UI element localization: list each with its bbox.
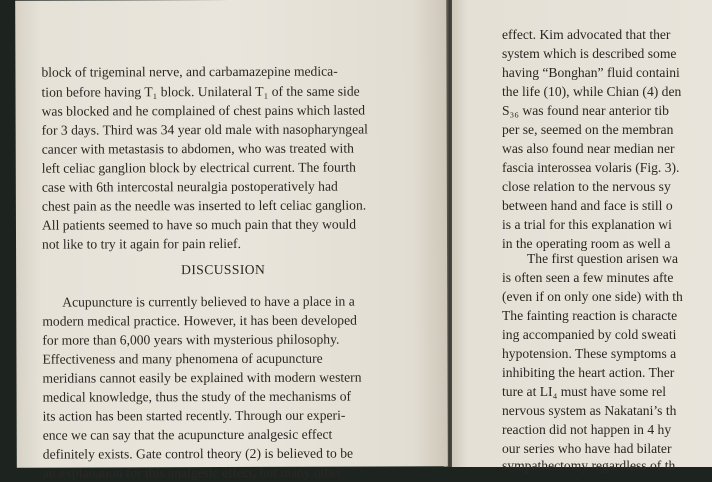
text-line: having “Bonghan” fluid containi — [502, 65, 680, 80]
text-line: tion before having T₁ block. Unilateral T₁ of the same side — [41, 83, 360, 100]
text-line: the life (10), while Chian (4) den — [502, 84, 682, 99]
text-line: The fainting reaction is characte — [502, 308, 678, 323]
text-line: in the operating room as well a — [502, 236, 671, 251]
text-line: Acupuncture is currently believed to have a place in a — [62, 293, 355, 310]
text-line: ture at LI₄ must have some rel — [502, 384, 667, 399]
text-line: was also found near median ner — [502, 141, 675, 156]
text-line: our series who have had bilater — [502, 441, 672, 456]
text-line: system which is described some — [502, 46, 677, 61]
text-line: left celiac ganglion block by electrical current. The fourth — [41, 159, 356, 176]
text-line: close relation to the nervous sy — [502, 179, 671, 194]
text-line: All patients seemed to have so much pain that they would — [41, 216, 357, 233]
text-line: for 3 days. Third was 34 year old male with nasopharyngeal — [41, 121, 368, 138]
text-line: reaction did not happen in 4 hy — [502, 422, 672, 437]
text-line: meridians cannot easily be explained with modern western — [42, 369, 362, 386]
text-line: hypotension. These symptoms a — [502, 346, 677, 361]
text-line: sympathectomy regardless of th — [502, 458, 676, 473]
text-line: between hand and face is still o — [502, 198, 673, 213]
text-line: not like to try it again for pain relief. — [42, 235, 241, 252]
text-line: Effectiveness and many phenomena of acupuncture — [42, 350, 323, 367]
right-page — [452, 0, 712, 473]
text-line: is a trial for this explanation wi — [502, 217, 672, 232]
text-line: (even if on only one side) with th — [502, 289, 683, 304]
text-line: S₃₆ was found near anterior tib — [502, 103, 669, 118]
text-line: inhibiting the heart action. Ther — [502, 365, 675, 380]
text-line: ence we can say that the acupuncture analgesic effect — [42, 426, 333, 443]
text-line: chest pain as the needle was inserted to left celiac ganglion. — [41, 197, 367, 214]
text-line: was blocked and he complained of chest pains which lasted — [41, 102, 366, 119]
text-line: for more than 6,000 years with mysterious philosophy. — [42, 331, 340, 348]
text-line: fascia interossea volaris (Fig. 3). — [502, 160, 680, 175]
text-line: per se, seemed on the membran — [502, 122, 674, 137]
text-line: ing accompanied by cold sweati — [502, 327, 677, 342]
left-page — [15, 0, 448, 481]
text-line: its action has been started recently. Through our experi- — [42, 407, 346, 424]
text-line: an explanation for this analgesic effect, but many other — [42, 464, 342, 481]
text-line: modern medical practice. However, it has been developed — [42, 312, 357, 329]
text-line: nervous system as Nakatani’s th — [502, 403, 677, 418]
text-line: is often seen a few minutes afte — [502, 270, 674, 285]
text-line: case with 6th intercostal neuralgia postoperatively had — [41, 178, 338, 195]
text-line: The first question arisen wa — [527, 251, 678, 266]
text-line: block of trigeminal nerve, and carbamazepine medica- — [41, 63, 338, 80]
text-line: effect. Kim advocated that ther — [502, 27, 671, 42]
text-line: definitely exists. Gate control theory (2) is believed to be — [42, 445, 354, 462]
section-heading: DISCUSSION — [181, 261, 266, 278]
text-line: cancer with metastasis to abdomen, who was treated with — [41, 140, 354, 157]
text-line: medical knowledge, thus the study of the mechanisms of — [42, 388, 352, 405]
